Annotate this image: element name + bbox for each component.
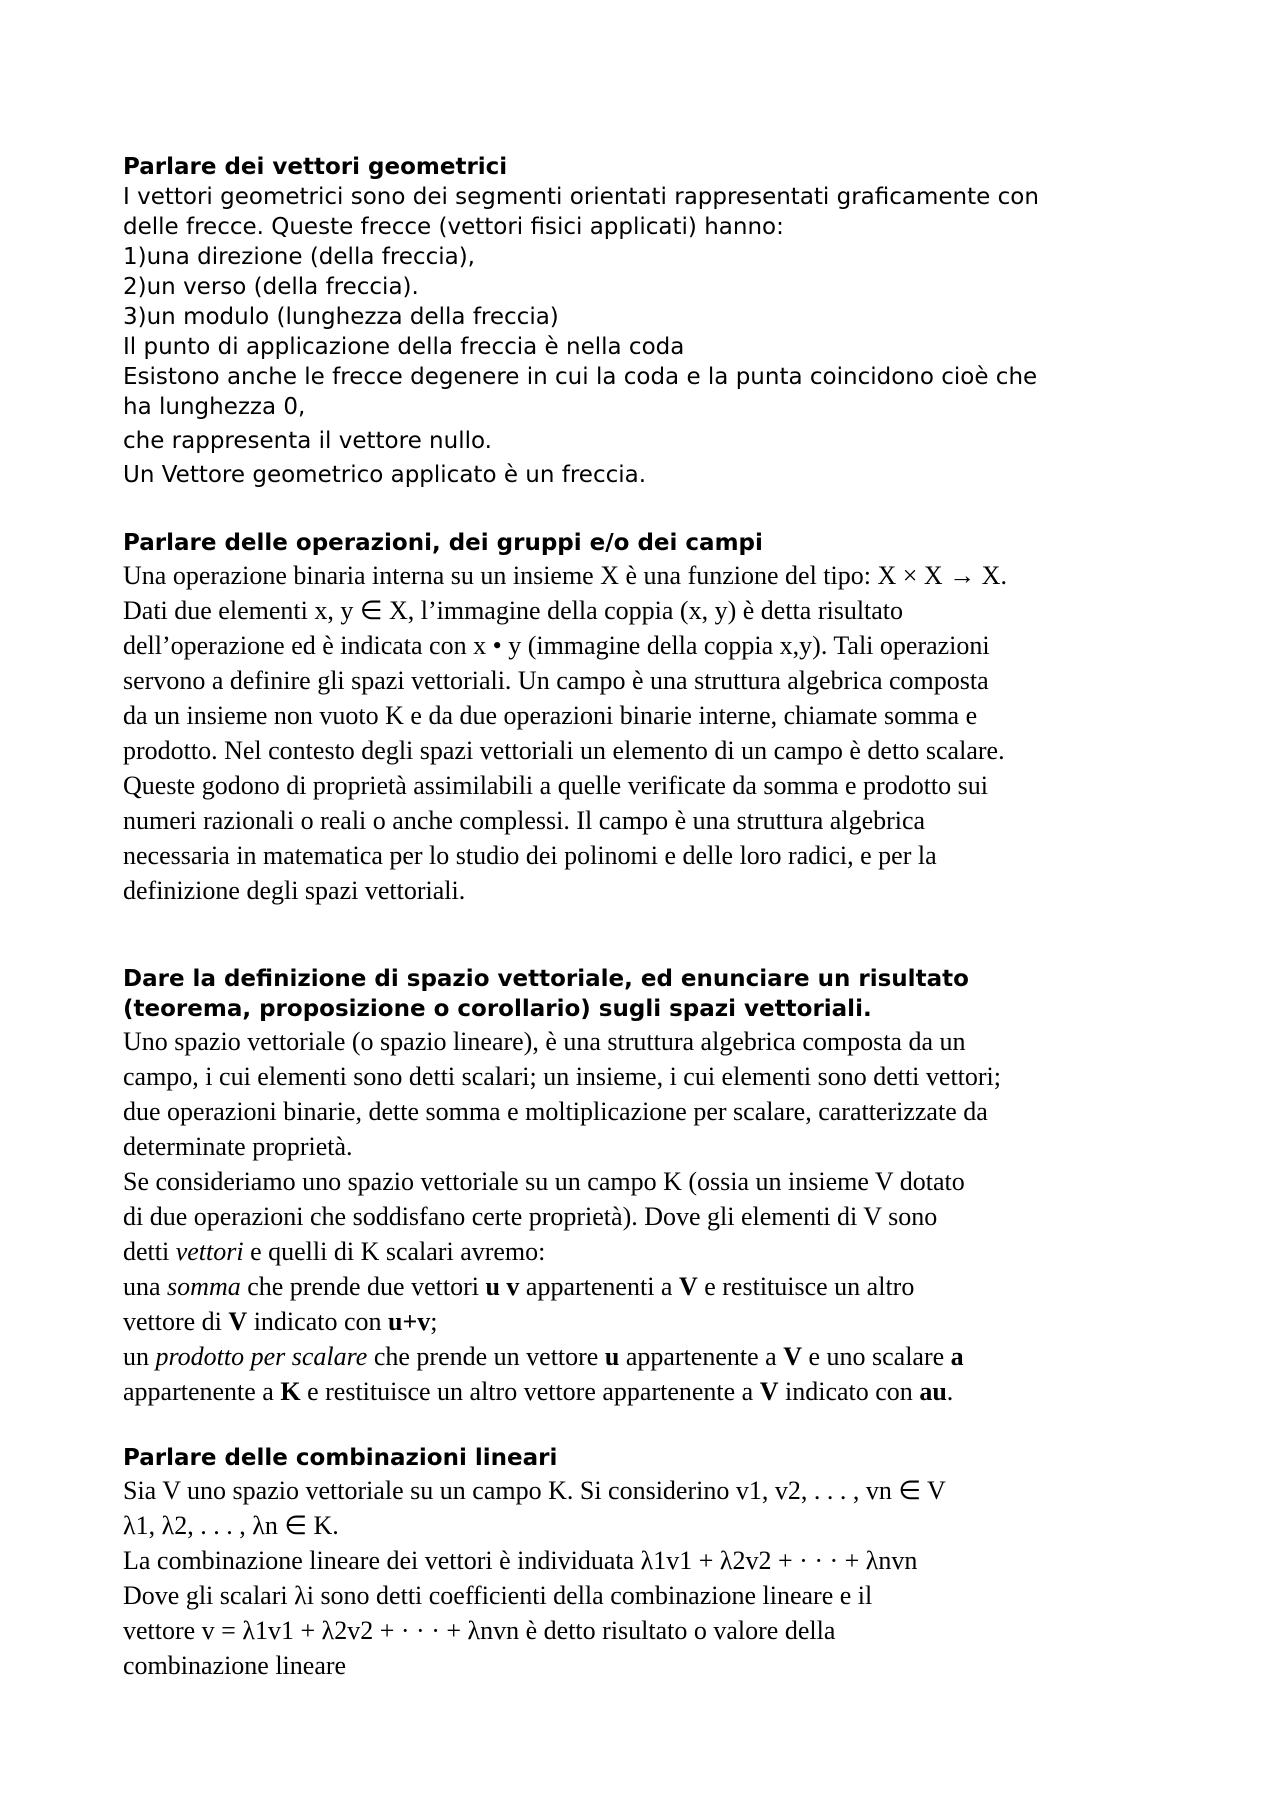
section-operazioni bbox=[123, 528, 1173, 908]
bold-run: u+v bbox=[388, 1307, 431, 1336]
text-line: I vettori geometrici sono dei segmenti orientati rappresentati graficamente con bbox=[123, 184, 1039, 210]
text-line: Dove gli scalari λi sono detti coefficienti della combinazione lineare e il bbox=[123, 1581, 873, 1610]
text-run: appartenenti a bbox=[519, 1272, 679, 1301]
text-run: una bbox=[123, 1272, 168, 1301]
text-line: λ1, λ2, . . . , λn ∈ K. bbox=[123, 1511, 339, 1540]
text-run: e quelli di K scalari avremo: bbox=[243, 1237, 546, 1266]
text-line: ha lunghezza 0, bbox=[123, 394, 306, 420]
bold-run: u v bbox=[485, 1272, 520, 1301]
text-line: Dati due elementi x, y ∈ X, l’immagine della coppia (x, y) è detta risultato bbox=[123, 596, 904, 625]
text-line: La combinazione lineare dei vettori è individuata λ1v1 + λ2v2 + · · · + λnvn bbox=[123, 1546, 918, 1575]
heading-combinazioni-lineari: Parlare delle combinazioni lineari bbox=[123, 1445, 558, 1471]
text-line: da un insieme non vuoto K e da due operazioni binarie interne, chiamate somma e bbox=[123, 701, 978, 730]
section-spazio-vettoriale bbox=[123, 964, 1173, 1409]
text-run: vettore di bbox=[123, 1307, 229, 1336]
text-line: vettore v = λ1v1 + λ2v2 + · · · + λnvn è detto risultato o valore della bbox=[123, 1616, 836, 1645]
text-line: Una operazione binaria interna su un insieme X è una funzione del tipo: X × X → X. bbox=[123, 561, 1007, 590]
list-item: 1)una direzione (della freccia), bbox=[123, 244, 475, 270]
text-run: detti bbox=[123, 1237, 176, 1266]
text-line: Un Vettore geometrico applicato è un freccia. bbox=[123, 462, 647, 488]
heading-operazioni: Parlare delle operazioni, dei gruppi e/o dei campi bbox=[123, 530, 763, 556]
text-line: Queste godono di proprietà assimilabili a quelle verificate da somma e prodotto sui bbox=[123, 771, 988, 800]
text-line bbox=[123, 1374, 1173, 1409]
text-line: numeri razionali o reali o anche complessi. Il campo è una struttura algebrica bbox=[123, 806, 926, 835]
text-line: prodotto. Nel contesto degli spazi vettoriali un elemento di un campo è detto scalare. bbox=[123, 736, 1005, 765]
text-line bbox=[123, 1339, 1173, 1374]
bold-run: a bbox=[950, 1342, 964, 1371]
text-line bbox=[123, 1304, 1173, 1339]
text-line: Se consideriamo uno spazio vettoriale su un campo K (ossia un insieme V dotato bbox=[123, 1167, 965, 1196]
heading-spazio-vettoriale-1: Dare la definizione di spazio vettoriale, ed enunciare un risultato bbox=[123, 966, 969, 992]
text-line: Uno spazio vettoriale (o spazio lineare), è una struttura algebrica composta da un bbox=[123, 1027, 966, 1056]
list-item: 2)un verso (della freccia). bbox=[123, 274, 419, 300]
text-run: un bbox=[123, 1342, 156, 1371]
text-line: Esistono anche le frecce degenere in cui la coda e la punta coincidono cioè che bbox=[123, 364, 1038, 390]
bold-run: V bbox=[783, 1342, 802, 1371]
text-run: indicato con bbox=[778, 1377, 920, 1406]
text-run: e restituisce un altro bbox=[697, 1272, 915, 1301]
text-run: . bbox=[946, 1377, 954, 1406]
section-vettori-geometrici bbox=[123, 152, 1173, 490]
text-line: due operazioni binarie, dette somma e moltiplicazione per scalare, caratterizzate da bbox=[123, 1097, 988, 1126]
text-run: appartenente a bbox=[123, 1377, 281, 1406]
bold-run: K bbox=[280, 1377, 301, 1406]
list-item: 3)un modulo (lunghezza della freccia) bbox=[123, 304, 559, 330]
bold-run: V bbox=[228, 1307, 248, 1336]
text-line: Il punto di applicazione della freccia è nella coda bbox=[123, 334, 685, 360]
bold-run: au bbox=[919, 1377, 947, 1406]
text-run: indicato con bbox=[247, 1307, 388, 1336]
bold-run: V bbox=[759, 1377, 779, 1406]
text-line: necessaria in matematica per lo studio dei polinomi e delle loro radici, e per la bbox=[123, 841, 937, 870]
text-run: che prende un vettore bbox=[367, 1342, 605, 1371]
text-line: servono a definire gli spazi vettoriali. Un campo è una struttura algebrica composta bbox=[123, 666, 989, 695]
text-line bbox=[123, 1269, 1173, 1304]
text-line: determinate proprietà. bbox=[123, 1132, 353, 1161]
text-line: combinazione lineare bbox=[123, 1651, 347, 1680]
text-line: dell’operazione ed è indicata con x • y (immagine della coppia x,y). Tali operazioni bbox=[123, 631, 990, 660]
bold-run: u bbox=[604, 1342, 620, 1371]
text-line: campo, i cui elementi sono detti scalari; un insieme, i cui elementi sono detti vettori; bbox=[123, 1062, 1001, 1091]
text-run: che prende due vettori bbox=[240, 1272, 486, 1301]
text-line: di due operazioni che soddisfano certe proprietà). Dove gli elementi di V sono bbox=[123, 1202, 938, 1231]
text-run: e restituisce un altro vettore appartenente a bbox=[300, 1377, 760, 1406]
heading-vettori-geometrici: Parlare dei vettori geometrici bbox=[123, 154, 508, 180]
italic-run: vettori bbox=[175, 1237, 244, 1266]
text-line: delle frecce. Queste frecce (vettori fisici applicati) hanno: bbox=[123, 214, 784, 240]
heading-spazio-vettoriale-2: (teorema, proposizione o corollario) sugli spazi vettoriali. bbox=[123, 996, 872, 1022]
italic-run: somma bbox=[167, 1272, 241, 1301]
text-line bbox=[123, 1234, 1173, 1269]
text-line: che rappresenta il vettore nullo. bbox=[123, 428, 492, 454]
text-line: Sia V uno spazio vettoriale su un campo K. Si considerino v1, v2, . . . , vn ∈ V bbox=[123, 1476, 946, 1505]
section-combinazioni-lineari bbox=[123, 1443, 1173, 1683]
text-line: definizione degli spazi vettoriali. bbox=[123, 876, 466, 905]
italic-run: prodotto per scalare bbox=[155, 1342, 368, 1371]
text-run: appartenente a bbox=[619, 1342, 784, 1371]
bold-run: V bbox=[678, 1272, 698, 1301]
text-run: e uno scalare bbox=[801, 1342, 951, 1371]
document-page bbox=[123, 152, 1173, 1683]
text-run: ; bbox=[430, 1307, 438, 1336]
